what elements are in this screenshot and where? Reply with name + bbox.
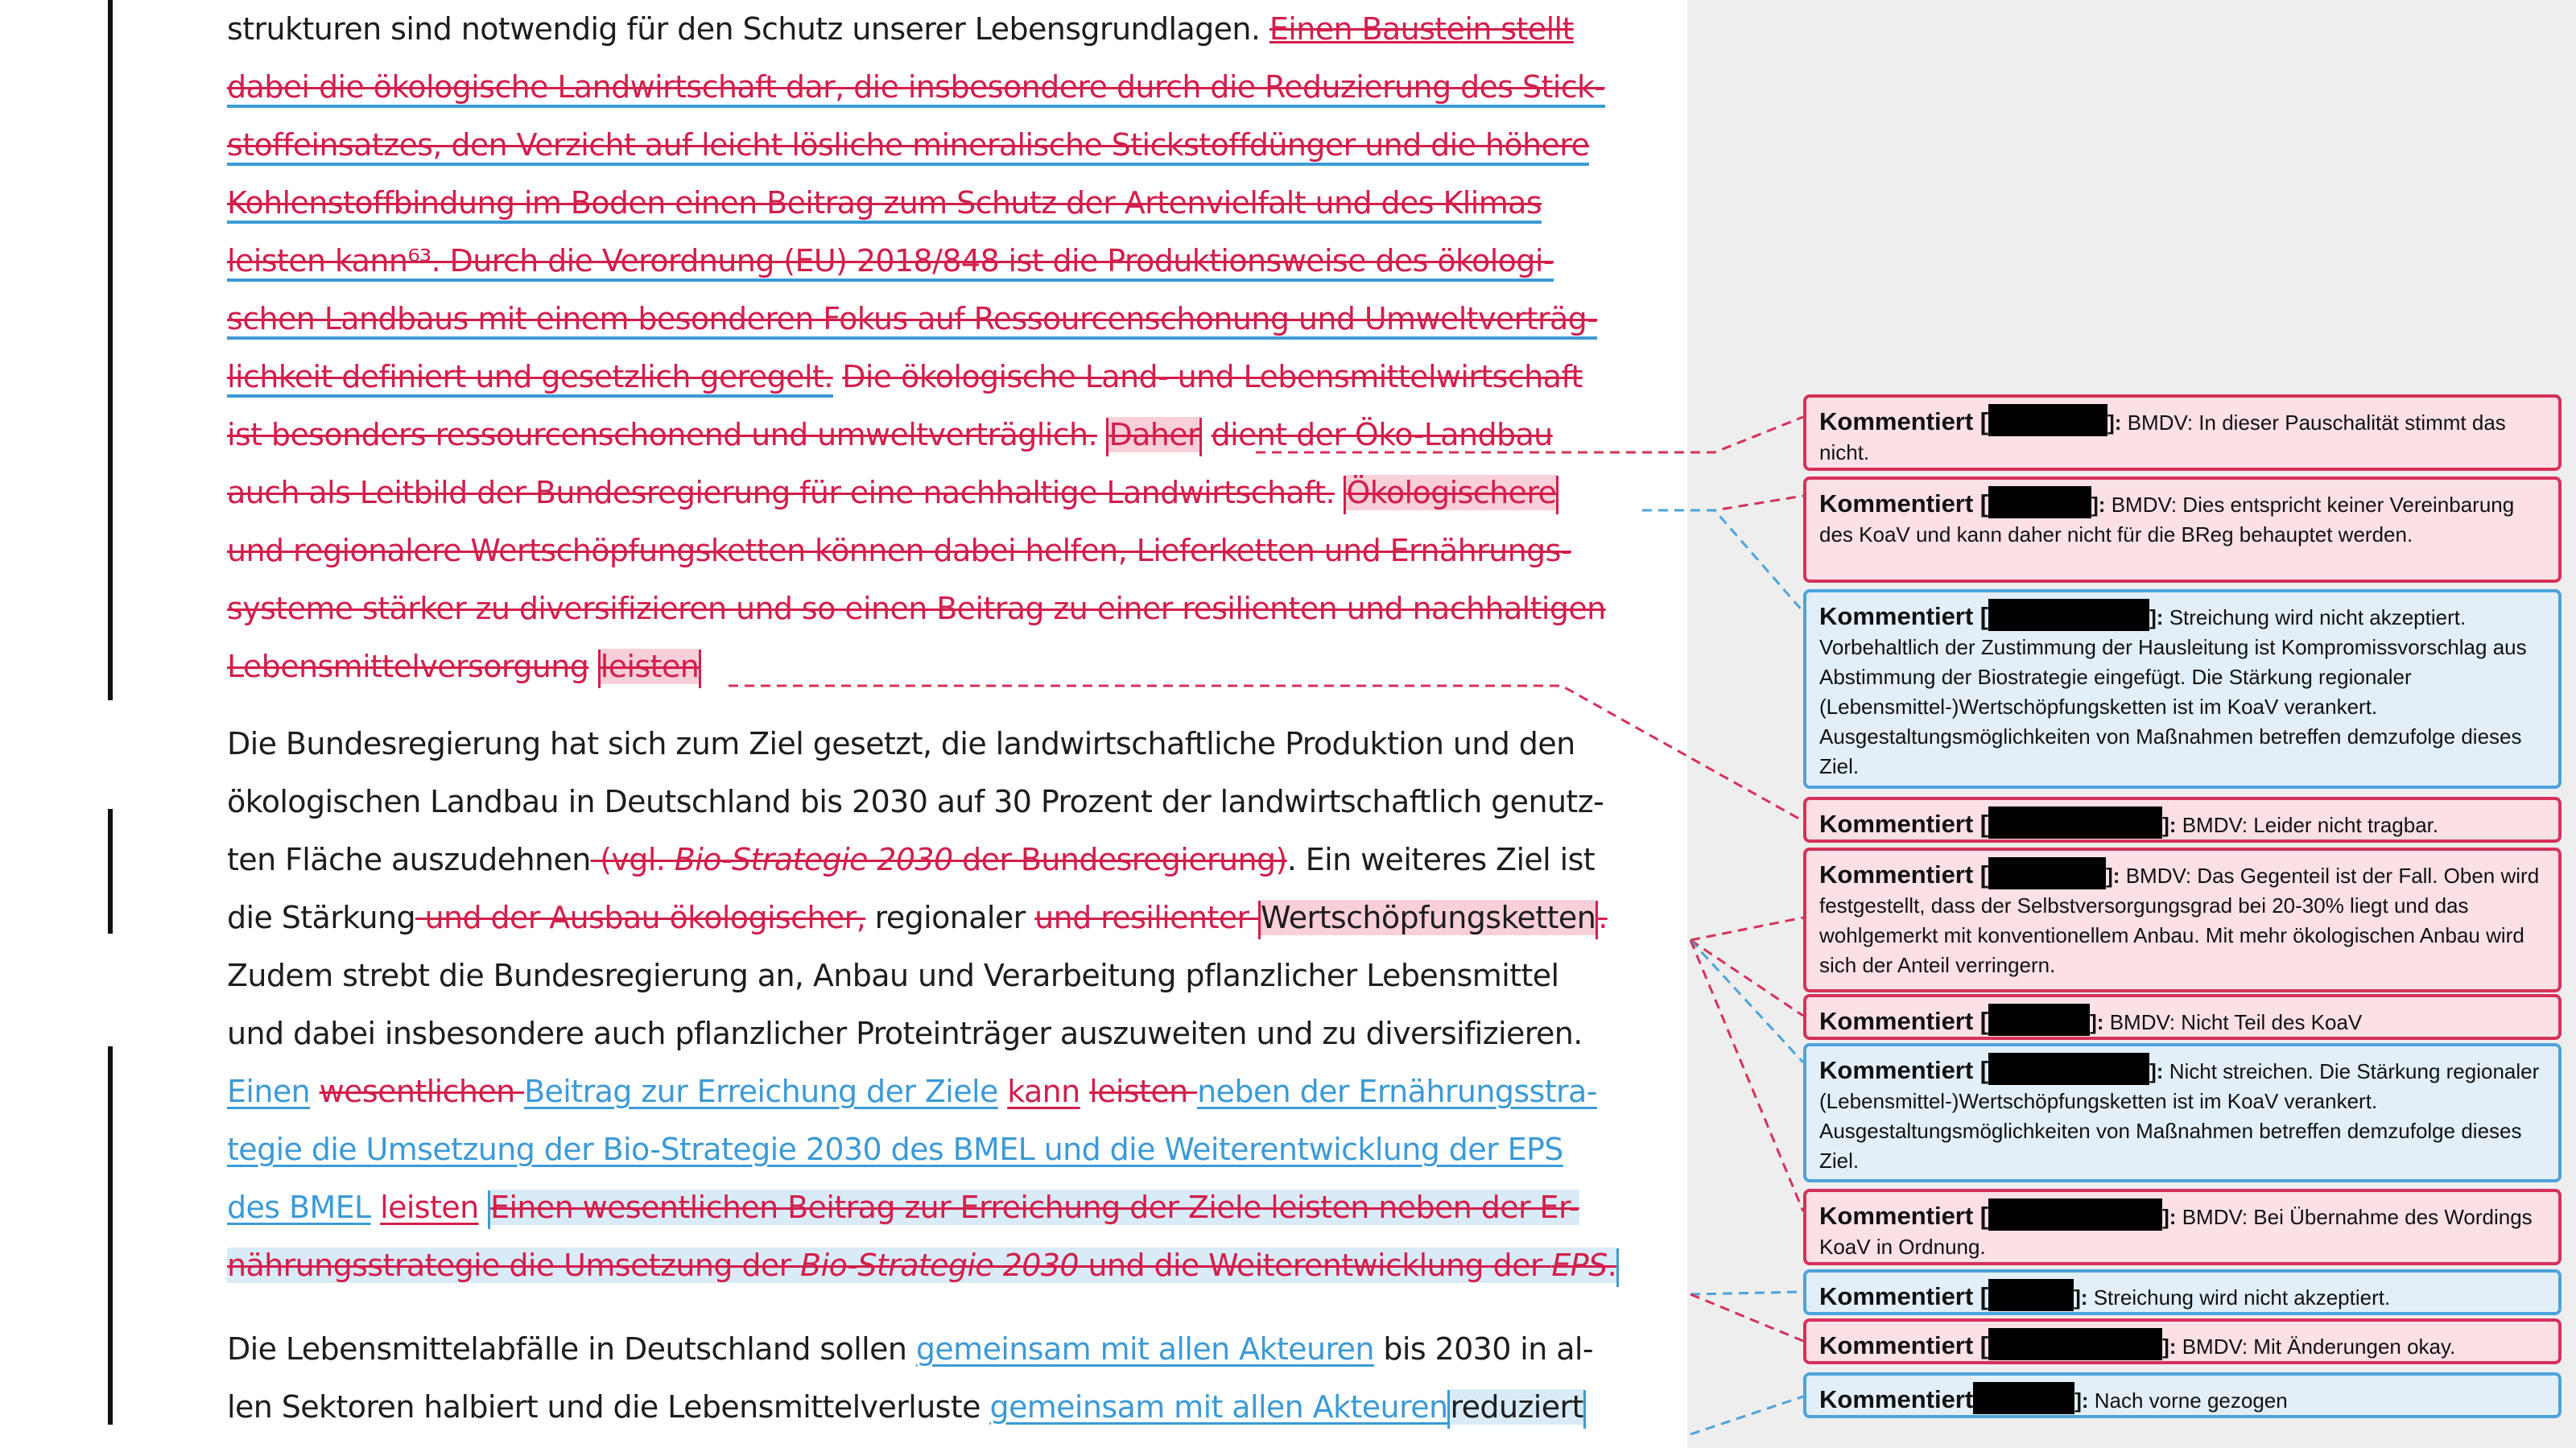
inserted-text: gemeinsam mit allen Akteuren bbox=[915, 1331, 1374, 1367]
comment-text: BMDV: Bei Übernahme des Wordings KoaV in Ordnung. bbox=[1819, 1205, 2533, 1259]
deleted-text: und der Ausbau ökologischer, bbox=[415, 900, 866, 935]
comment-text: Nicht streichen. Die Stärkung regionaler (Lebensmittel-)Wertschöpfungsketten ist im KoaV verankert. Ausgestaltungsmöglichkeiten von Maßnahmen betreffen demzufolge dieses Ziel. bbox=[1819, 1059, 2540, 1173]
comment-text: BMDV: Leider nicht tragbar. bbox=[2182, 813, 2439, 837]
comment-label: Kommentiert bbox=[1819, 1385, 1974, 1413]
deleted-text: (vgl. bbox=[590, 842, 675, 877]
deleted-text: Bio-Strategie 2030 bbox=[674, 842, 953, 877]
paragraph-2[interactable] bbox=[227, 715, 1692, 1294]
redaction-box bbox=[1988, 1053, 2149, 1085]
inserted-text: leisten bbox=[380, 1190, 479, 1225]
comment-balloon[interactable] bbox=[1803, 1318, 2562, 1364]
comment-balloon[interactable] bbox=[1803, 848, 2562, 992]
comment-text: BMDV: In dieser Pauschalität stimmt das nicht. bbox=[1819, 410, 2506, 464]
comment-label: Kommentiert [ bbox=[1819, 1202, 1989, 1230]
comment-anchor[interactable] bbox=[1583, 1390, 1586, 1429]
paragraph-1[interactable] bbox=[227, 0, 1692, 695]
text-run: strukturen sind notwendig für den Schutz unserer Lebensgrundlagen. bbox=[227, 11, 1261, 47]
paragraph-3[interactable] bbox=[227, 1320, 1692, 1436]
text-run: bis 2030 in al- bbox=[1373, 1331, 1593, 1367]
comment-text: BMDV: Das Gegenteil ist der Fall. Oben wird festgestellt, dass der Selbstversorgungsgrad bei 20-30% liegt und das wohlgemerkt mit konventionellem Anbau. Mit mehr ökologischen Anbau wird sich der Anteil verringern. bbox=[1819, 864, 2540, 977]
text-run: . Ein weiteres Ziel ist bbox=[1286, 842, 1596, 877]
commented-text[interactable]: Wertschöpfungsketten bbox=[1261, 900, 1596, 935]
deleted-text: ist besonders ressourcenschonend und umweltverträglich. bbox=[227, 417, 1097, 452]
redaction-box bbox=[1988, 1004, 2090, 1036]
deleted-text: auch als Leitbild der Bundesregierung für eine nachhaltige Landwirtschaft. bbox=[227, 475, 1335, 510]
comment-label-close: ]: bbox=[2074, 1285, 2088, 1310]
deleted-text: dient der Öko-Landbau bbox=[1211, 417, 1553, 452]
redaction-box bbox=[1973, 1382, 2074, 1414]
redaction-box bbox=[1988, 807, 2162, 839]
comment-text: BMDV: Dies entspricht keiner Vereinbarung des KoaV und kann daher nicht für die BReg behauptet werden. bbox=[1819, 493, 2515, 547]
comment-balloon[interactable] bbox=[1803, 1372, 2562, 1418]
comment-balloon[interactable] bbox=[1803, 994, 2562, 1040]
deleted-text: der Bundesregierung) bbox=[952, 842, 1287, 877]
deleted-text: und regionalere Wertschöpfungsketten können dabei helfen, Lieferketten und Ernährungs- bbox=[227, 533, 1571, 568]
deleted-text: stoffeinsatzes, den Verzicht auf leicht lösliche mineralische Stickstoffdünger und die höhere bbox=[227, 127, 1589, 166]
inserted-text: tegie die Umsetzung der Bio-Strategie 2030 des BMEL und die Weiterentwicklung der EPS bbox=[227, 1132, 1563, 1167]
comment-text: Streichung wird nicht akzeptiert. Vorbehaltlich der Zustimmung der Hausleitung ist Kompromissvorschlag aus Abstimmung der Biostrategie eingefügt. Die Stärkung regionaler (Lebensmittel-)Wertschöpfungsketten ist im KoaV verankert. Ausgestaltungsmöglichkeiten von Maßnahmen betreffen demzufolge dieses Ziel. bbox=[1819, 605, 2527, 778]
deleted-text: leisten bbox=[1089, 1074, 1198, 1109]
comment-anchor[interactable] bbox=[1616, 1248, 1619, 1287]
redaction-box bbox=[1988, 599, 2149, 631]
comment-label-close: ]: bbox=[2090, 1010, 2104, 1034]
comment-label: Kommentiert [ bbox=[1819, 1282, 1989, 1310]
inserted-text: Einen bbox=[227, 1074, 311, 1109]
text-run: ökologischen Landbau in Deutschland bis 2030 auf 30 Prozent der landwirtschaftlich genutz- bbox=[227, 784, 1604, 819]
comment-balloon[interactable] bbox=[1803, 1189, 2562, 1265]
commented-text[interactable]: . bbox=[1607, 1248, 1617, 1283]
comment-label-close: ]: bbox=[2149, 605, 2164, 629]
deleted-text: Die ökologische Land- und Lebensmittelwirtschaft bbox=[842, 359, 1583, 394]
comment-anchor[interactable] bbox=[699, 650, 701, 688]
text-run: und dabei insbesondere auch pflanzlicher Proteinträger auszuweiten und zu diversifizieren. bbox=[227, 1016, 1583, 1051]
comment-balloon[interactable] bbox=[1803, 1043, 2562, 1182]
comment-balloon[interactable] bbox=[1803, 1269, 2562, 1315]
redaction-box bbox=[1988, 1279, 2074, 1311]
deleted-text: Kohlenstoffbindung im Boden einen Beitrag zum Schutz der Artenvielfalt und des Klimas bbox=[227, 185, 1542, 224]
comment-label-close: ]: bbox=[2162, 813, 2177, 837]
commented-text[interactable]: EPS bbox=[1551, 1248, 1608, 1283]
deleted-text: und resilienter bbox=[1034, 900, 1259, 935]
comment-text: Nach vorne gezogen bbox=[2094, 1388, 2288, 1413]
commented-text[interactable]: Ökologischere bbox=[1346, 475, 1557, 510]
comment-text: Streichung wird nicht akzeptiert. bbox=[2093, 1285, 2391, 1310]
comment-balloon[interactable] bbox=[1803, 797, 2562, 843]
inserted-text: Beitrag zur Erreichung der Ziele bbox=[524, 1074, 998, 1109]
change-bar bbox=[108, 809, 113, 934]
redaction-box bbox=[1988, 404, 2107, 436]
comment-label: Kommentiert [ bbox=[1819, 810, 1989, 838]
comment-text: BMDV: Nicht Teil des KoaV bbox=[2109, 1010, 2363, 1034]
redaction-box bbox=[1988, 1328, 2162, 1360]
comment-label: Kommentiert [ bbox=[1819, 407, 1989, 435]
text-run: regionaler bbox=[865, 900, 1035, 935]
deleted-text: wesentlichen bbox=[319, 1074, 525, 1109]
comment-anchor[interactable] bbox=[1199, 418, 1202, 456]
comment-balloon[interactable] bbox=[1803, 589, 2562, 789]
commented-text[interactable]: leisten bbox=[600, 649, 700, 684]
comment-label: Kommentiert [ bbox=[1819, 1056, 1989, 1084]
deleted-text: leisten kann⁶³. Durch die Verordnung (EU) 2018/848 ist die Produktionsweise des ökologi- bbox=[227, 243, 1554, 282]
inserted-text: kann bbox=[1007, 1074, 1080, 1109]
text-run: ten Fläche auszudehnen bbox=[227, 842, 591, 877]
redaction-box bbox=[1988, 486, 2091, 518]
comment-anchor[interactable] bbox=[1556, 476, 1558, 514]
comment-label-close: ]: bbox=[2091, 493, 2106, 517]
commented-text[interactable]: und die Weiterentwicklung der bbox=[1079, 1248, 1552, 1283]
text-run: die Stärkung bbox=[227, 900, 415, 935]
comment-label-close: ]: bbox=[2162, 1335, 2177, 1359]
comment-label-close: ]: bbox=[2162, 1205, 2177, 1229]
deleted-text: dabei die ökologische Landwirtschaft dar, die insbesondere durch die Reduzierung des Stick- bbox=[227, 69, 1605, 108]
deleted-text: . bbox=[1598, 900, 1608, 935]
deleted-text: schen Landbaus mit einem besonderen Fokus auf Ressourcenschonung und Umweltverträg- bbox=[227, 301, 1597, 340]
inserted-text: des BMEL bbox=[227, 1190, 371, 1225]
commented-text[interactable]: Daher bbox=[1108, 417, 1200, 452]
comment-balloon[interactable] bbox=[1803, 476, 2562, 583]
deleted-text: lichkeit definiert und gesetzlich geregelt. bbox=[227, 359, 833, 398]
deleted-text: systeme stärker zu diversifizieren und so einen Beitrag zu einer resilienten und nachhaltigen bbox=[227, 591, 1606, 626]
comment-label: Kommentiert [ bbox=[1819, 1331, 1989, 1359]
inserted-text: neben der Ernährungsstra- bbox=[1197, 1074, 1597, 1109]
comment-label-close: ]: bbox=[2106, 864, 2120, 888]
deleted-text: Lebensmittelversorgung bbox=[227, 649, 589, 684]
text-run: len Sektoren halbiert und die Lebensmittelverluste bbox=[227, 1389, 990, 1425]
redaction-box bbox=[1988, 1198, 2162, 1231]
commented-text[interactable]: Einen wesentlichen Beitrag zur Erreichung der Ziele leisten neben der Er- bbox=[490, 1190, 1579, 1225]
deleted-text: Einen Baustein stellt bbox=[1269, 11, 1574, 47]
comment-balloon[interactable] bbox=[1803, 394, 2562, 471]
change-bar bbox=[108, 0, 113, 700]
comment-label: Kommentiert [ bbox=[1819, 860, 1989, 889]
comment-label-close: ]: bbox=[2074, 1388, 2089, 1413]
comment-label-close: ]: bbox=[2149, 1059, 2164, 1083]
comment-label: Kommentiert [ bbox=[1819, 602, 1989, 630]
comment-label-close: ]: bbox=[2107, 410, 2122, 435]
comment-label: Kommentiert [ bbox=[1819, 1007, 1989, 1035]
deleted-text: gemeinsam mit allen Akteuren bbox=[989, 1389, 1448, 1425]
redaction-box bbox=[1988, 857, 2106, 889]
commented-text[interactable]: reduziert bbox=[1450, 1389, 1583, 1425]
text-run: Die Bundesregierung hat sich zum Ziel gesetzt, die landwirtschaftliche Produktion und den bbox=[227, 726, 1575, 761]
comment-text: BMDV: Mit Änderungen okay. bbox=[2182, 1335, 2456, 1359]
comment-label: Kommentiert [ bbox=[1819, 489, 1989, 518]
commented-text[interactable]: nährungsstrategie die Umsetzung der bbox=[227, 1248, 801, 1283]
commented-text[interactable]: Bio-Strategie 2030 bbox=[800, 1248, 1079, 1283]
change-bar bbox=[108, 1046, 113, 1425]
text-run: Die Lebensmittelabfälle in Deutschland sollen bbox=[227, 1331, 916, 1367]
text-run: Zudem strebt die Bundesregierung an, Anbau und Verarbeitung pflanzlicher Lebensmittel bbox=[227, 958, 1559, 993]
